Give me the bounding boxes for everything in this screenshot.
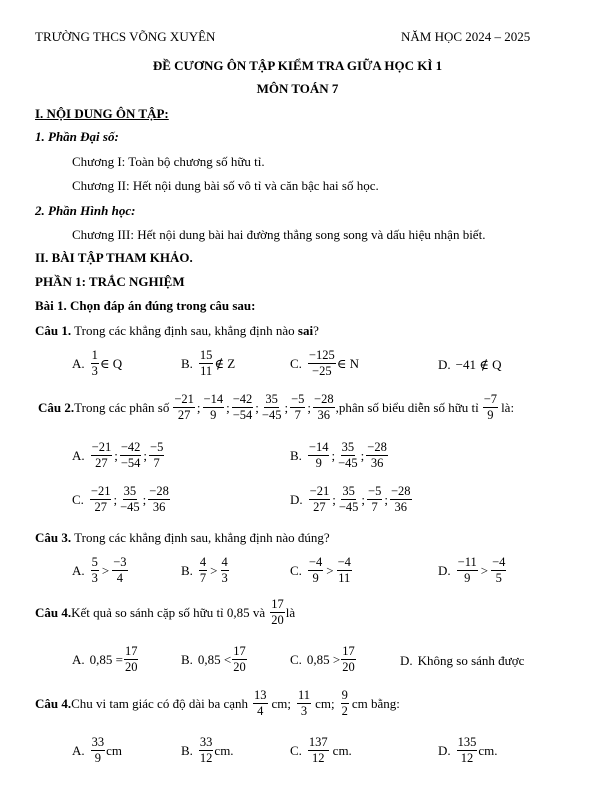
question-text: Kết quả so sánh cặp số hữu tỉ 0,85 và	[71, 604, 266, 620]
separator: ;	[360, 447, 365, 463]
q4-option-c[interactable]	[290, 645, 357, 674]
fraction: $\frac{4}{7}$	[199, 555, 207, 586]
question-text: là:	[501, 399, 515, 415]
option-text: 0,85 >	[306, 651, 341, 667]
q1-option-c[interactable]	[290, 349, 359, 378]
unit-text: cm;	[315, 695, 335, 711]
option-label: C.	[290, 742, 302, 758]
fraction: $\frac{-125}{-25}$	[308, 348, 335, 379]
q2-option-a[interactable]	[72, 441, 165, 470]
question-1-prompt	[35, 323, 319, 339]
q4-option-a[interactable]	[72, 645, 139, 674]
fraction: $\frac{-21}{27}$	[91, 440, 112, 471]
q2-option-b[interactable]	[290, 441, 389, 470]
fraction: $\frac{135}{12}$	[457, 735, 477, 766]
fraction: $\frac{15}{11}$	[199, 348, 213, 379]
option-label: B.	[290, 447, 302, 463]
comparison-operator: >	[210, 562, 218, 578]
fraction-list	[308, 485, 413, 514]
unit-text: cm bằng:	[351, 695, 400, 711]
question-label: Câu 4.	[35, 695, 72, 711]
unit-text: cm.	[332, 742, 352, 758]
option-label: D.	[438, 742, 451, 758]
question-3-prompt	[35, 530, 330, 546]
fraction: $\frac{137}{12}$	[308, 735, 328, 766]
exercise-1-heading: Bài 1. Chọn đáp án đúng trong câu sau:	[35, 298, 256, 313]
fraction: $\frac{17}{20}$	[342, 644, 355, 675]
fraction: $\frac{33}{9}$	[91, 735, 105, 766]
question-text: Trong các khẳng định sau, khẳng định nào	[71, 323, 298, 338]
target-fraction: $\frac{-7}{9}$	[483, 392, 498, 423]
fraction: $\frac{-11}{9}$	[457, 555, 477, 586]
comparison-operator: >	[101, 562, 110, 578]
relation-text: ∈ N	[336, 355, 359, 371]
fraction: $\frac{-14}{9}$	[203, 392, 224, 423]
section-heading-exercises: II. BÀI TẬP THAM KHẢO.	[35, 250, 193, 265]
option-label: B.	[181, 742, 193, 758]
q3-option-b[interactable]	[181, 556, 230, 585]
separator: ;	[332, 491, 336, 507]
relation-text: ∈ Q	[99, 355, 123, 371]
fraction: $\frac{17}{20}$	[271, 597, 284, 628]
option-label: D.	[290, 491, 303, 507]
fraction: $\frac{11}{3}$	[298, 688, 311, 719]
option-label: B.	[181, 562, 193, 578]
fraction: $\frac{-5}{7}$	[368, 484, 382, 515]
fraction: $\frac{-28}{36}$	[149, 484, 169, 515]
question-label: Câu 3.	[35, 530, 72, 545]
school-name: TRƯỜNG THCS VÕNG XUYÊN	[35, 29, 216, 44]
fraction: $\frac{-28}{36}$	[367, 440, 387, 471]
separator: ;	[284, 399, 289, 415]
fraction-list	[307, 441, 389, 470]
q4-option-b[interactable]	[181, 645, 248, 674]
option-label: D.	[438, 357, 451, 372]
fraction: $\frac{4}{3}$	[221, 555, 228, 586]
part-1-heading: PHẦN 1: TRẮC NGHIỆM	[35, 274, 185, 289]
q3-option-c[interactable]	[290, 556, 353, 585]
separator: ;	[307, 399, 312, 415]
option-label: D.	[400, 653, 413, 668]
question-text: Trong các khẳng định sau, khẳng định nào đúng?	[71, 530, 330, 545]
fraction-list	[172, 393, 335, 422]
separator: ;	[113, 491, 118, 507]
question-end: ?	[313, 323, 319, 338]
q5-option-d[interactable]	[438, 736, 498, 765]
option-text: Không so sánh được	[417, 653, 525, 668]
fraction: $\frac{9}{2}$	[341, 688, 348, 719]
fraction-list	[90, 441, 166, 470]
unit-text: cm.	[214, 742, 234, 758]
option-label: A.	[72, 742, 85, 758]
fraction: $\frac{35}{-45}$	[338, 440, 358, 471]
fraction: $\frac{-28}{36}$	[390, 484, 411, 515]
question-label: Câu 2.	[38, 399, 75, 415]
option-label: A.	[72, 355, 85, 371]
unit-text: cm;	[271, 695, 292, 711]
option-label: B.	[181, 651, 193, 667]
fraction: $\frac{1}{3}$	[91, 348, 98, 379]
section-heading-content: I. NỘI DUNG ÔN TẬP:	[35, 106, 169, 121]
option-label: D.	[438, 562, 451, 578]
fraction: $\frac{-14}{9}$	[308, 440, 329, 471]
option-label: C.	[290, 651, 302, 667]
fraction: $\frac{35}{-45}$	[338, 484, 359, 515]
fraction: $\frac{35}{-45}$	[120, 484, 140, 515]
question-text: Trong các phân số	[74, 399, 170, 415]
option-text: −41 ∉ Q	[455, 357, 502, 372]
option-text: 0,85 <	[197, 651, 232, 667]
option-label: C.	[72, 491, 84, 507]
option-label: C.	[290, 355, 302, 371]
q1-option-d[interactable]	[438, 357, 501, 373]
question-2-prompt	[38, 393, 514, 422]
fraction: $\frac{-5}{7}$	[150, 440, 164, 471]
fraction: $\frac{13}{4}$	[254, 688, 267, 719]
question-label: Câu 1.	[35, 323, 72, 338]
comparison-operator: >	[480, 562, 489, 578]
fraction: $\frac{35}{-45}$	[261, 392, 282, 423]
chapter-1-text: Chương I: Toàn bộ chương số hữu tỉ.	[72, 154, 265, 169]
fraction: $\frac{33}{12}$	[199, 735, 213, 766]
separator: ;	[114, 447, 118, 463]
separator: ;	[142, 491, 147, 507]
q3-option-a[interactable]	[72, 556, 129, 585]
unit-text: cm	[106, 742, 123, 758]
algebra-heading: 1. Phần Đại số:	[35, 129, 119, 144]
fraction: $\frac{-4}{11}$	[337, 555, 351, 586]
fraction: $\frac{-28}{36}$	[314, 392, 334, 423]
separator: ;	[255, 399, 259, 415]
fraction: $\frac{17}{20}$	[124, 644, 138, 675]
subject-title: MÔN TOÁN 7	[256, 81, 339, 96]
fraction: $\frac{17}{20}$	[233, 644, 246, 675]
fraction: $\frac{-42}{-54}$	[120, 440, 141, 471]
option-label: A.	[72, 447, 85, 463]
comparison-operator: >	[326, 562, 334, 578]
q2-option-d[interactable]	[290, 485, 413, 514]
unit-text: cm.	[478, 742, 498, 758]
chapter-2-text: Chương II: Hết nội dung bài số vô tỉ và căn bậc hai số học.	[72, 178, 379, 193]
fraction-list	[89, 485, 171, 514]
fraction: $\frac{-3}{4}$	[113, 555, 127, 586]
question-5-prompt	[35, 689, 400, 718]
separator: ;	[331, 447, 336, 463]
q5-option-c[interactable]	[290, 736, 352, 765]
fraction: $\frac{-4}{5}$	[492, 555, 506, 586]
question-text: ,phân số biểu diễn số hữu tỉ	[335, 399, 479, 415]
q1-option-b[interactable]	[181, 349, 235, 378]
question-text: Chu vi tam giác có độ dài ba cạnh	[71, 695, 249, 711]
q2-option-c[interactable]	[72, 485, 171, 514]
separator: ;	[196, 399, 201, 415]
separator: ;	[361, 491, 366, 507]
separator: ;	[226, 399, 230, 415]
q5-option-b[interactable]	[181, 736, 234, 765]
fraction: $\frac{-21}{27}$	[174, 392, 194, 423]
fraction: $\frac{-21}{27}$	[309, 484, 330, 515]
separator: ;	[143, 447, 148, 463]
question-4-prompt	[35, 598, 295, 627]
option-text: 0,85 =	[89, 651, 123, 667]
question-text: là	[285, 604, 296, 620]
fraction: $\frac{-5}{7}$	[291, 392, 305, 423]
option-label: A.	[72, 562, 85, 578]
option-label: C.	[290, 562, 302, 578]
q4-option-d[interactable]	[400, 653, 524, 669]
option-label: A.	[72, 651, 85, 667]
fraction: $\frac{5}{3}$	[91, 555, 98, 586]
option-label: B.	[181, 355, 193, 371]
document-title: ĐỀ CƯƠNG ÔN TẬP KIỂM TRA GIỮA HỌC KÌ 1	[152, 58, 443, 73]
school-year: NĂM HỌC 2024 – 2025	[401, 29, 531, 44]
fraction: $\frac{-4}{9}$	[308, 555, 323, 586]
q3-option-d[interactable]	[438, 556, 507, 585]
question-emphasis: sai	[297, 323, 314, 338]
q5-option-a[interactable]	[72, 736, 122, 765]
question-label: Câu 4.	[35, 604, 72, 620]
geometry-heading: 2. Phần Hình học:	[35, 203, 136, 218]
separator: ;	[384, 491, 388, 507]
chapter-3-text: Chương III: Hết nội dung bài hai đường thẳng song song và dấu hiệu nhận biết.	[72, 227, 486, 242]
q1-option-a[interactable]	[72, 349, 122, 378]
fraction: $\frac{-42}{-54}$	[232, 392, 253, 423]
fraction: $\frac{-21}{27}$	[90, 484, 111, 515]
relation-text: ∉ Z	[214, 355, 236, 371]
